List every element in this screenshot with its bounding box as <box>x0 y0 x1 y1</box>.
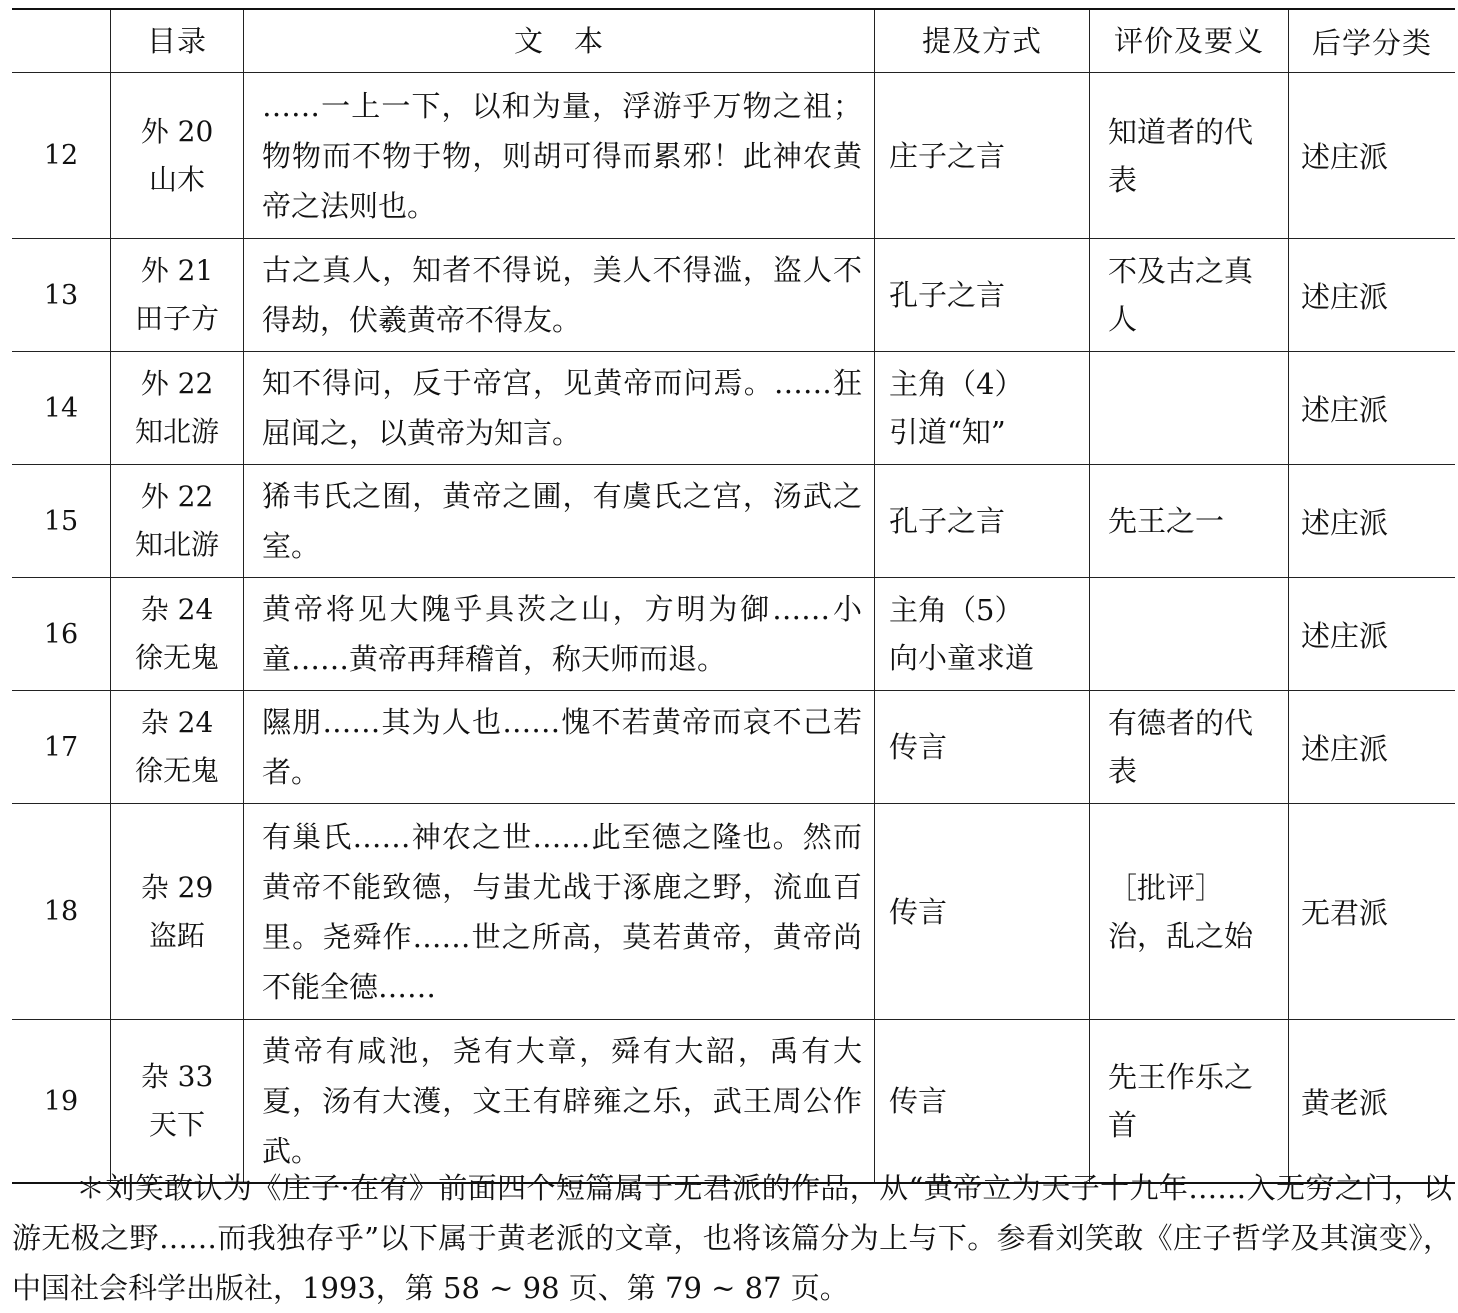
mention-mode-line: 主角（4） <box>889 367 1024 401</box>
text-cell: 狶韦氏之囿，黄帝之圃，有虞氏之宫，汤武之室。 <box>244 465 875 578</box>
header-evaluation: 评价及要义 <box>1090 9 1289 73</box>
mention-mode-cell <box>875 73 1090 239</box>
catalog-cell <box>111 465 244 578</box>
table-row <box>12 578 1455 691</box>
catalog-cell <box>111 239 244 352</box>
evaluation-line: ［批评］ <box>1108 870 1225 905</box>
classification-table <box>12 8 1455 1184</box>
row-number: 16 <box>12 578 111 691</box>
row-number: 12 <box>12 73 111 239</box>
table-row <box>12 691 1455 804</box>
evaluation-cell <box>1090 465 1289 578</box>
header-catalog: 目录 <box>111 9 244 73</box>
evaluation-line: 有德者的代表 <box>1108 706 1254 788</box>
row-number: 13 <box>12 239 111 352</box>
header-mention-mode: 提及方式 <box>875 9 1090 73</box>
catalog-line: 杂 24 <box>140 593 214 626</box>
evaluation-line: 治，乱之始 <box>1108 918 1254 953</box>
table-row <box>12 804 1455 1020</box>
mention-mode-cell <box>875 691 1090 804</box>
catalog-line: 杂 33 <box>140 1060 214 1093</box>
table-row <box>12 239 1455 352</box>
mention-mode-line: 传言 <box>889 1084 948 1118</box>
mention-mode-line: 庄子之言 <box>889 138 1006 173</box>
header-number <box>12 9 111 73</box>
catalog-cell <box>111 578 244 691</box>
catalog-line: 杂 29 <box>140 870 214 904</box>
mention-mode-cell <box>875 578 1090 691</box>
row-number: 19 <box>12 1020 111 1184</box>
row-number: 15 <box>12 465 111 578</box>
evaluation-line: 先王之一 <box>1108 504 1225 538</box>
evaluation-cell <box>1090 804 1289 1020</box>
catalog-line: 外 21 <box>140 254 214 287</box>
school-cell: 黄老派 <box>1289 1020 1456 1184</box>
mention-mode-line: 传言 <box>889 730 948 764</box>
row-number: 14 <box>12 352 111 465</box>
row-number: 18 <box>12 804 111 1020</box>
school-cell: 述庄派 <box>1289 578 1456 691</box>
text-cell: 有巢氏……神农之世……此至德之隆也。然而黄帝不能致德，与蚩尤战于涿鹿之野，流血百里。尧舜作……世之所高，莫若黄帝，黄帝尚不能全德…… <box>244 804 875 1020</box>
table-row <box>12 1020 1455 1184</box>
row-number: 17 <box>12 691 111 804</box>
evaluation-cell <box>1090 691 1289 804</box>
catalog-line: 外 22 <box>140 367 214 400</box>
evaluation-line: 知道者的代表 <box>1108 114 1254 197</box>
evaluation-cell <box>1090 1020 1289 1184</box>
school-cell: 无君派 <box>1289 804 1456 1020</box>
evaluation-cell <box>1090 239 1289 352</box>
catalog-line: 外 20 <box>140 114 214 148</box>
mention-mode-cell <box>875 1020 1090 1184</box>
mention-mode-line: 主角（5） <box>889 593 1024 627</box>
evaluation-cell <box>1090 578 1289 691</box>
header-school: 后学分类 <box>1289 9 1456 73</box>
text-cell: 隰朋……其为人也……愧不若黄帝而哀不己若者。 <box>244 691 875 804</box>
table-row <box>12 465 1455 578</box>
catalog-line: 徐无鬼 <box>134 754 219 787</box>
school-cell: 述庄派 <box>1289 691 1456 804</box>
catalog-line: 杂 24 <box>140 706 214 739</box>
text-cell: 知不得问，反于帝宫，见黄帝而问焉。……狂屈闻之，以黄帝为知言。 <box>244 352 875 465</box>
evaluation-line: 先王作乐之首 <box>1108 1060 1254 1142</box>
text-cell: 黄帝有咸池，尧有大章，舜有大韶，禹有大夏，汤有大濩，文王有辟雍之乐，武王周公作武。 <box>244 1020 875 1184</box>
catalog-line: 盗跖 <box>148 918 205 952</box>
catalog-line: 山木 <box>148 162 205 196</box>
mention-mode-line: 传言 <box>889 894 948 929</box>
catalog-line: 田子方 <box>134 302 219 335</box>
catalog-cell <box>111 804 244 1020</box>
evaluation-line: 不及古之真人 <box>1108 254 1254 336</box>
table-row <box>12 73 1455 239</box>
table-body <box>12 73 1455 1184</box>
table-header-row <box>12 9 1455 73</box>
footnote: ＊刘笑敢认为《庄子·在宥》前面四个短篇属于无君派的作品，从“黄帝立为天子十九年……入无穷之门，以游无极之野……而我独存乎”以下属于黄老派的文章，也将该篇分为上与下。参看刘笑敢《庄子哲学及其演变》，中国社会科学出版社，1993，第 58 ~ 98 页、第 79 ~ 87 页。 <box>12 1171 1452 1305</box>
catalog-cell <box>111 1020 244 1184</box>
mention-mode-line: 孔子之言 <box>889 278 1006 312</box>
catalog-line: 天下 <box>148 1108 205 1141</box>
school-cell: 述庄派 <box>1289 352 1456 465</box>
catalog-line: 徐无鬼 <box>134 641 219 674</box>
catalog-line: 外 22 <box>140 480 214 513</box>
evaluation-cell <box>1090 352 1289 465</box>
header-text: 文 本 <box>244 9 875 73</box>
table-row <box>12 352 1455 465</box>
catalog-cell <box>111 73 244 239</box>
school-cell: 述庄派 <box>1289 465 1456 578</box>
mention-mode-cell <box>875 352 1090 465</box>
text-cell: 古之真人，知者不得说，美人不得滥，盗人不得劫，伏羲黄帝不得友。 <box>244 239 875 352</box>
school-cell: 述庄派 <box>1289 73 1456 239</box>
mention-mode-cell <box>875 465 1090 578</box>
mention-mode-cell <box>875 804 1090 1020</box>
catalog-cell <box>111 352 244 465</box>
mention-mode-cell <box>875 239 1090 352</box>
catalog-cell <box>111 691 244 804</box>
mention-mode-line: 孔子之言 <box>889 504 1006 538</box>
text-cell: ……一上一下，以和为量，浮游乎万物之祖；物物而不物于物，则胡可得而累邪！此神农黄帝之法则也。 <box>244 73 875 239</box>
mention-mode-line: 向小童求道 <box>889 641 1035 675</box>
catalog-line: 知北游 <box>134 528 219 561</box>
evaluation-cell <box>1090 73 1289 239</box>
school-cell: 述庄派 <box>1289 239 1456 352</box>
text-cell: 黄帝将见大隗乎具茨之山，方明为御……小童……黄帝再拜稽首，称天师而退。 <box>244 578 875 691</box>
catalog-line: 知北游 <box>134 415 219 448</box>
mention-mode-line: 引道“知” <box>889 415 1006 449</box>
